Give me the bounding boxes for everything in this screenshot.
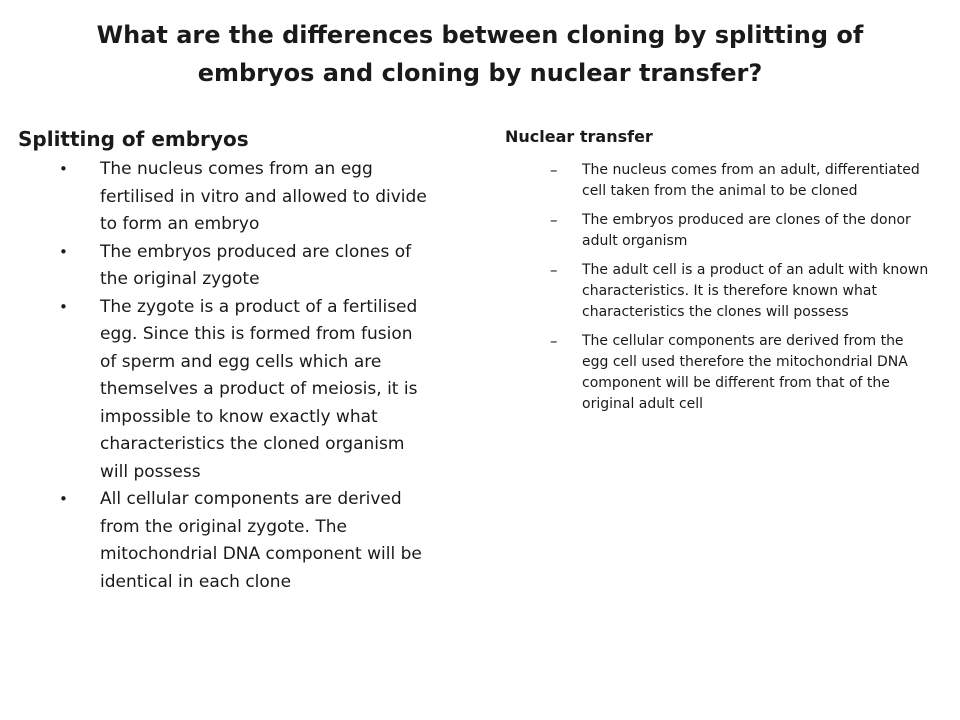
slide-title-line-1: What are the differences between cloning by splitting of [96, 21, 864, 49]
list-item [505, 210, 930, 252]
list-item [18, 156, 430, 239]
list-item-text: The embryos produced are clones of the original zygote [100, 241, 412, 289]
list-item-text: The zygote is a product of a fertilised egg. Since this is formed from fusion of sperm and egg cells which are themselves a product of meiosis, it is impossible to know exactly what characteristics the cloned organism will possess [100, 296, 418, 482]
list-item-text: The nucleus comes from an adult, differentiated cell taken from the animal to be cloned [582, 162, 920, 199]
splitting-of-embryos-list [18, 156, 438, 596]
splitting-of-embryos-column [18, 124, 438, 596]
bullet-icon: • [59, 160, 68, 178]
splitting-of-embryos-heading: Splitting of embryos [18, 127, 249, 151]
list-item-text: The embryos produced are clones of the donor adult organism [582, 212, 911, 249]
list-item-text: The cellular components are derived from the egg cell used therefore the mitochondrial DNA component will be different from that of the original adult cell [582, 333, 908, 412]
bullet-icon: • [59, 242, 68, 261]
list-item [505, 331, 930, 415]
dash-icon: – [550, 261, 558, 279]
nuclear-transfer-heading: Nuclear transfer [505, 127, 653, 146]
list-item [505, 260, 930, 323]
list-item-text: The nucleus comes from an egg fertilised in vitro and allowed to divide to form an embryo [100, 159, 427, 234]
list-item [505, 160, 930, 202]
list-item [18, 486, 430, 596]
slide-title-line-2: embryos and cloning by nuclear transfer? [197, 59, 763, 87]
list-item-text: The adult cell is a product of an adult with known characteristics. It is therefore known what characteristics the clones will possess [582, 262, 929, 320]
list-item-text: All cellular components are derived from the original zygote. The mitochondrial DNA component will be identical in each clone [100, 489, 422, 592]
nuclear-transfer-column [505, 126, 929, 423]
list-item [18, 239, 430, 294]
bullet-icon: • [59, 297, 68, 316]
nuclear-transfer-list [505, 160, 929, 415]
dash-icon: – [550, 211, 558, 229]
list-item [18, 294, 430, 487]
slide-title [60, 16, 900, 92]
bullet-icon: • [59, 490, 68, 508]
dash-icon: – [550, 161, 558, 179]
dash-icon: – [550, 332, 558, 350]
